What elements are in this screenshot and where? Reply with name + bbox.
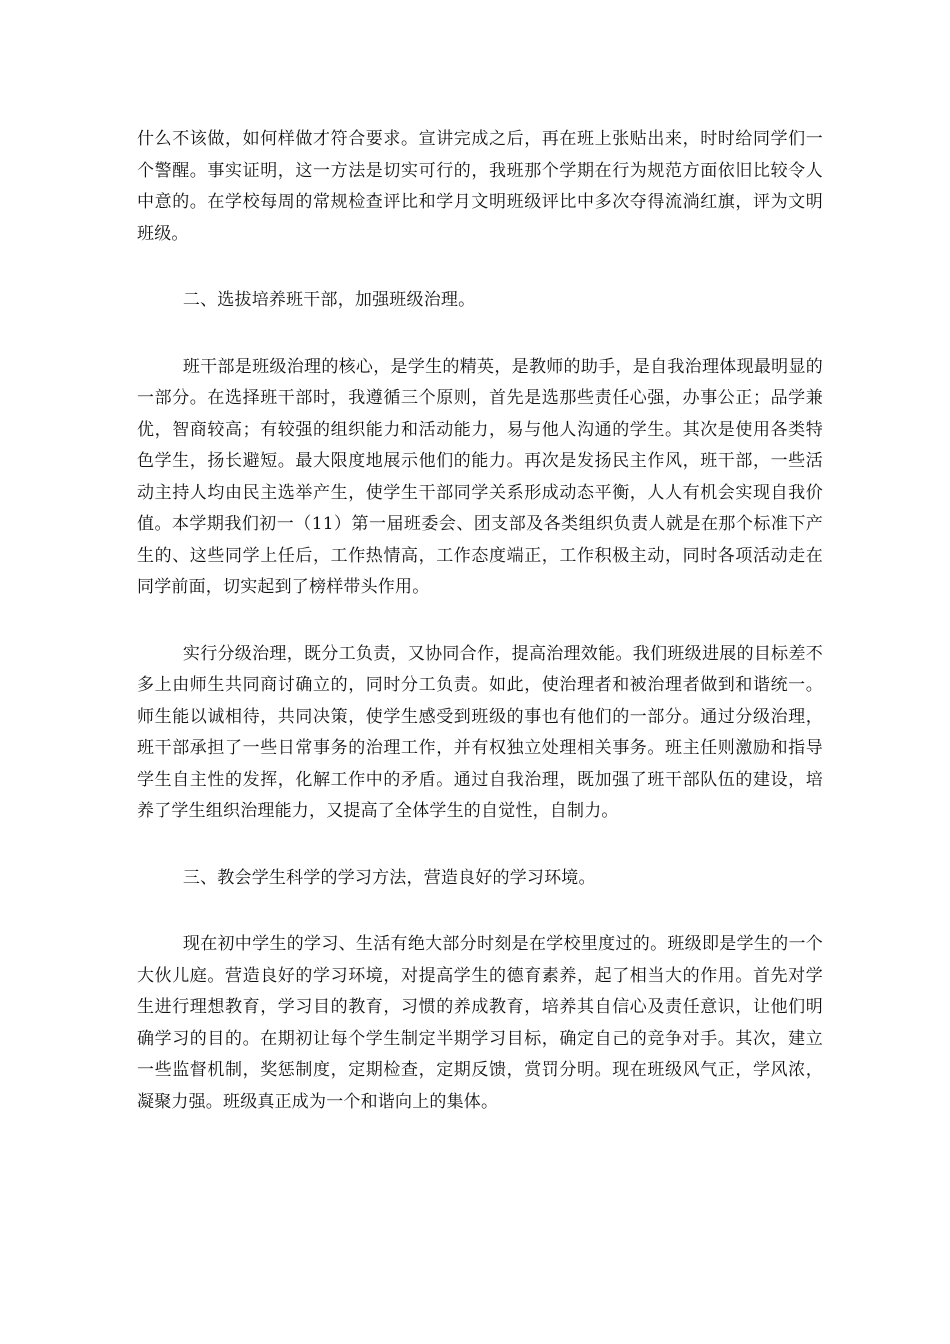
paragraph-graded-management: 实行分级治理，既分工负责，又协同合作，提高治理效能。我们班级进展的目标差不多上由师生共同商讨确立的，同时分工负责。如此，使治理者和被治理者做到和谐统一。师生能以诚相待，共同决策，使学生感受到班级的事也有他们的一部分。通过分级治理，班干部承担了一些日常事务的治理工作，并有权独立处理相关事务。班主任则激励和指导学生自主性的发挥，化解工作中的矛盾。通过自我治理，既加强了班干部队伍的建设，培养了学生组织治理能力，又提高了全体学生的自觉性，自制力。: [137, 643, 823, 821]
paragraph-continuation: 什么不该做，如何样做才符合要求。宣讲完成之后，再在班上张贴出来，时时给同学们一个警醒。事实证明，这一方法是切实可行的，我班那个学期在行为规范方面依旧比较令人中意的。在学校每周的常规检查评比和学月文明班级评比中多次夺得流淌红旗，评为文明班级。: [137, 129, 823, 244]
section-heading-two: 二、选拔培养班干部，加强班级治理。: [182, 290, 476, 310]
section-heading-three: 三、教会学生科学的学习方法，营造良好的学习环境。: [182, 867, 596, 888]
document-body: [137, 124, 823, 1153]
paragraph-class-cadres: 班干部是班级治理的核心，是学生的精英，是教师的助手，是自我治理体现最明显的一部分。在选择班干部时，我遵循三个原则，首先是选那些责任心强，办事公正；品学兼优，智商较高；有较强的组织能力和活动能力，易与他人沟通的学生。其次是使用各类特色学生，扬长避短。最大限度地展示他们的能力。再次是发扬民主作风，班干部，一些活动主持人均由民主选举产生，使学生干部同学关系形成动态平衡，人人有机会实现自我价值。本学期我们初一（11）第一届班委会、团支部及各类组织负责人就是在那个标准下产生的、这些同学上任后，工作热情高，工作态度端正，工作积极主动，同时各项活动走在同学前面，切实起到了榜样带头作用。: [137, 356, 823, 597]
paragraph-learning-environment: 现在初中学生的学习、生活有绝大部分时刻是在学校里度过的。班级即是学生的一个大伙儿庭。营造良好的学习环境，对提高学生的德育素养，起了相当大的作用。首先对学生进行理想教育，学习目的教育，习惯的养成教育，培养其自信心及责任意识，让他们明确学习的目的。在期初让每个学生制定半期学习目标，确定自己的竞争对手。其次，建立一些监督机制，奖惩制度，定期检查，定期反馈，赏罚分明。现在班级风气正，学风浓，凝聚力强。班级真正成为一个和谐向上的集体。: [137, 934, 823, 1112]
